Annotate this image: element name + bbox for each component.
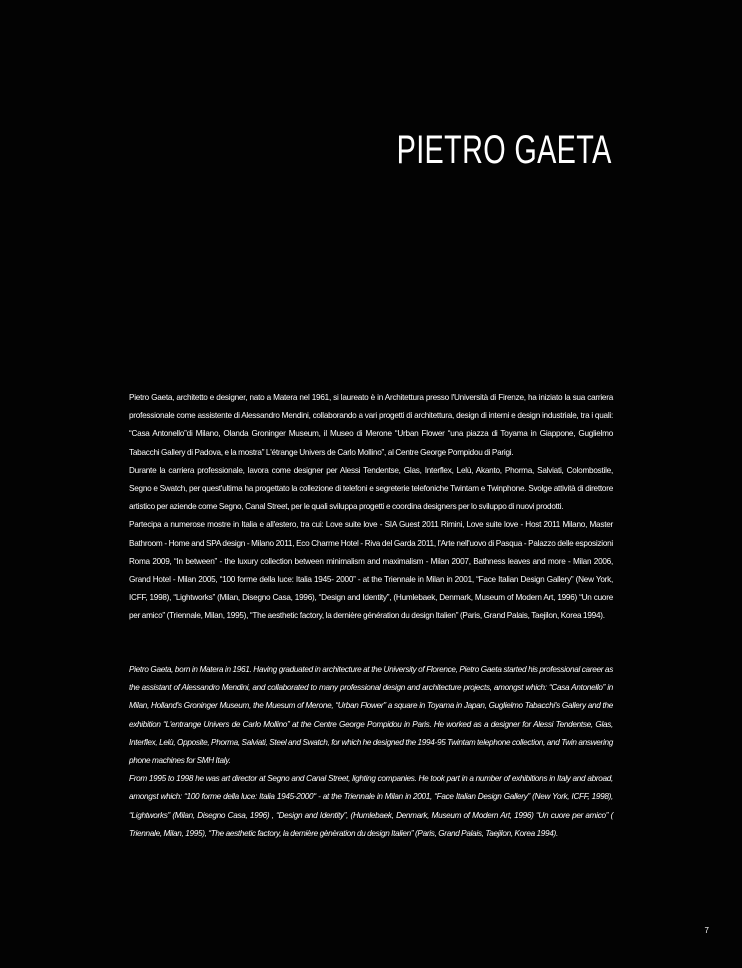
bio-it-paragraph-1: Pietro Gaeta, architetto e designer, nato a Matera nel 1961, si laureato è in Architettura presso l'Università di Firenze, ha iniziato la sua carriera professionale come assistente di Alessandro Mendini, collaborando a vari progetti di architettura, design di interni e design industriale, tra i quali: “Casa Antonello”di Milano, Olanda Groninger Museum, il Museo di Merone “Urban Flower “una piazza di Toyama in Giappone, Guglielmo Tabacchi Gallery di Padova, e la mostra” L'étrange Univers de Carlo Mollino”, al Centre George Pompidou di Parigi. (129, 393, 613, 457)
bio-en-paragraph-1: Pietro Gaeta, born in Matera in 1961. Having graduated in architecture at the University of Florence, Pietro Gaeta started his professional career as the assistant of Alessandro Mendini, and collaborated to many professional design and architecture projects, amongst which: “Casa Antonello” in Milan, Holland's Groninger Museum, the Muesum of Merone, “Urban Flower” a square in Toyama in Japan, Guglielmo Tabacchi's Gallery and the exhibition “L'entrange Univers de Carlo Mollino” at the Centre George Pompidou in Paris. He worked as a designer for Alessi Tendentse, Glas, Interflex, Lelù, Opposite, Phorma, Salviati, Steel and Swatch, for which he designed the 1994-95 Twintam telephone collection, and Twin answering phone machines for SMH Italy. (129, 665, 613, 766)
biography-italian (129, 389, 613, 626)
bio-it-paragraph-3: Partecipa a numerose mostre in Italia e all'estero, tra cui: Love suite love - SIA Guest 2011 Rimini, Love suite love - Host 2011 Milano, Master Bathroom - Home and SPA design - Milano 2011, Eco Charme Hotel - Riva del Garda 2011, l'Arte nell'uovo di Pasqua - Palazzo delle esposizioni Roma 2009, “In between” - the luxury collection between minimalism and maximalism - Milan 2007, Bathness leaves and more - Milan 2006, Grand Hotel - Milan 2005, “100 forme della luce: Italia 1945- 2000” - at the Triennale in Milan in 2001, “Face Italian Design Gallery” (New York, ICFF, 1998), “Lightworks” (Milan, Disegno Casa, 1996), “Design and Identity”, (Humlebaek, Denmark, Museum of Modern Art, 1996) “Un cuore per amico” (Triennale, Milan, 1995), “The aesthetic factory, la dernière génération du design Italien” (Paris, Grand Palais, Taejilon, Korea 1994). (129, 520, 613, 621)
page-title: PIETRO GAETA (396, 128, 612, 172)
page-number: 7 (704, 926, 709, 935)
bio-en-paragraph-2: From 1995 to 1998 he was art director at Segno and Canal Street, lighting companies. He took part in a number of exhibitions in Italy and abroad, amongst which: “100 forme della luce: Italia 1945-2000ʺ - at the Triennale in Milan in 2001, “Face Italian Design Gallery” (New York, ICFF, 1998), “Lightworks” (Milan, Disegno Casa, 1996) , “Design and Identity”, (Humlebaek, Denmark, Museum of Modern Art, 1996) “Un cuore per amico” ( Triennale, Milan, 1995), “The aesthetic factory, la dernière gènèration du design Italien” (Paris, Grand Palais, Taejilon, Korea 1994). (129, 774, 613, 838)
bio-it-paragraph-2: Durante la carriera professionale, lavora come designer per Alessi Tendentse, Glas, Interflex, Lelù, Akanto, Phorma, Salviati, Colombostile, Segno e Swatch, per quest'ultima ha progettato la collezione di telefoni e segreterie telefoniche Twintam e Twinphone. Svolge attività di direttore artistico per aziende come Segno, Canal Street, per le quali sviluppa progetti e coordina designers per lo sviluppo di nuovi prodotti. (129, 465, 613, 512)
biography-english (129, 661, 613, 843)
